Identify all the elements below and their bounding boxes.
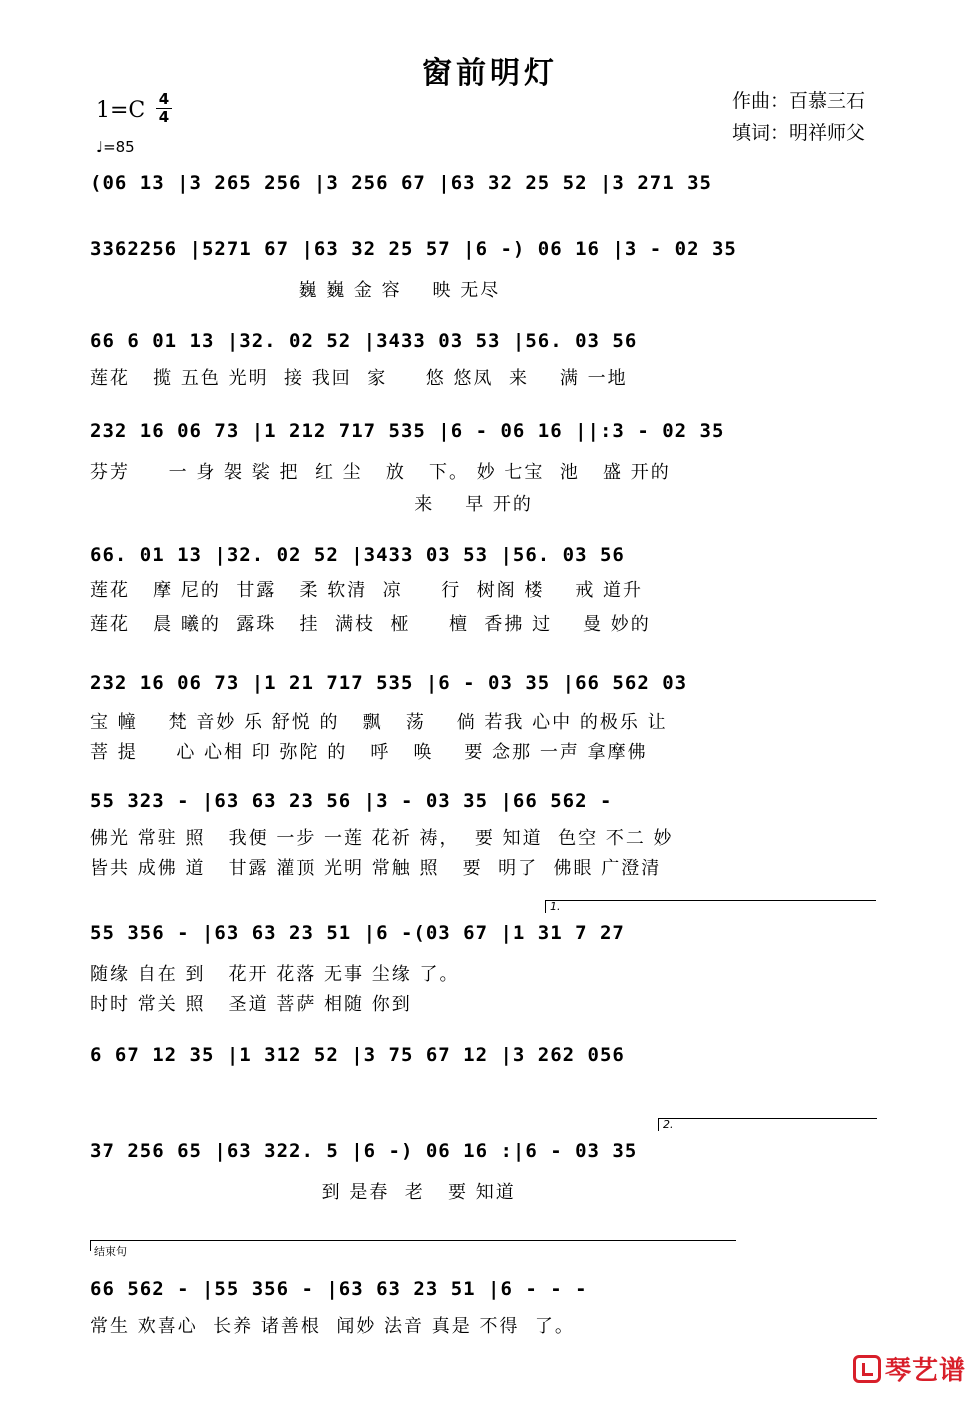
lyric-line: 莲花 晨 曦的 露珠 挂 满枝 桠 檀 香拂 过 曼 妙的 <box>90 614 651 635</box>
logo-text: 琴艺谱 <box>884 1356 966 1386</box>
lyric-line: 佛光 常驻 照 我便 一步 一莲 花祈 祷， 要 知道 色空 不二 妙 <box>90 828 674 849</box>
notation-line: 55 356 - |63 63 23 51 |6 -(03 67 |1 31 7 27 <box>90 922 638 944</box>
notation-line: 66 562 - |55 356 - |63 63 23 51 |6 - - - <box>90 1278 600 1300</box>
volta-2-bracket <box>658 1118 877 1131</box>
lyric-line: 皆共 成佛 道 甘露 灌顶 光明 常触 照 要 明了 佛眼 广澄清 <box>90 858 662 879</box>
lyric-line: 常生 欢喜心 长养 诸善根 闻妙 法音 真是 不得 了。 <box>90 1316 575 1337</box>
volta-2-label: 2. <box>663 1118 674 1131</box>
volta-1-bracket <box>545 900 876 913</box>
lyric-line: 莲花 揽 五色 光明 接 我回 家 悠 悠凤 来 满 一地 <box>90 368 628 389</box>
notation-line: 66 6 01 13 |32. 02 52 |3433 03 53 |56. 03 56 <box>90 330 650 352</box>
lyric-line: 巍 巍 金 容 映 无尽 <box>90 280 501 301</box>
tempo-marking: ♩=85 <box>96 138 135 156</box>
song-title: 窗前明灯 <box>422 56 558 91</box>
notation-line: 232 16 06 73 |1 212 717 535 |6 - 06 16 ||:3 - 02 35 <box>90 420 737 442</box>
composer-credit: 作曲：百慕三石 <box>732 90 866 112</box>
notation-line: 6 67 12 35 |1 312 52 |3 75 67 12 |3 262 056 <box>90 1044 638 1066</box>
time-signature <box>156 92 172 125</box>
ending-section-bracket <box>90 1240 736 1258</box>
lyric-line: 芬芳 一 身 袈 裟 把 红 尘 放 下。 妙 七宝 池 盛 开的 <box>90 462 671 483</box>
time-signature-top: 4 <box>158 90 170 108</box>
time-signature-bottom: 4 <box>158 108 170 126</box>
notation-line: 3362256 |5271 67 |63 32 25 57 |6 -) 06 16 |3 - 02 35 <box>90 238 750 260</box>
notation-line: 55 323 - |63 63 23 56 |3 - 03 35 |66 562 - <box>90 790 625 812</box>
lyric-line: 来 早 开的 <box>90 494 533 515</box>
lyricist-credit: 填词：明祥师父 <box>732 122 866 144</box>
key-signature: 1=C <box>96 98 146 123</box>
lyric-line: 到 是春 老 要 知道 <box>90 1182 516 1203</box>
notation-line: 232 16 06 73 |1 21 717 535 |6 - 03 35 |66 562 03 <box>90 672 700 694</box>
lyric-line: 菩 提 心 心相 印 弥陀 的 呼 唤 要 念那 一声 拿摩佛 <box>90 742 648 763</box>
lyric-line: 莲花 摩 尼的 甘露 柔 软清 凉 行 树阁 楼 戒 道升 <box>90 580 644 601</box>
notation-line: 37 256 65 |63 322. 5 |6 -) 06 16 :|6 - 03 35 <box>90 1140 650 1162</box>
site-logo <box>853 1350 966 1387</box>
lyric-line: 时时 常关 照 圣道 菩萨 相随 你到 <box>90 994 412 1015</box>
lyric-line: 宝 幢 梵 音妙 乐 舒悦 的 飘 荡 倘 若我 心中 的极乐 让 <box>90 712 668 733</box>
logo-icon <box>853 1355 881 1383</box>
notation-line: (06 13 |3 265 256 |3 256 67 |63 32 25 52 |3 271 35 <box>90 172 725 194</box>
volta-1-label: 1. <box>550 900 561 913</box>
lyric-line: 随缘 自在 到 花开 花落 无事 尘缘 了。 <box>90 964 460 985</box>
notation-line: 66. 01 13 |32. 02 52 |3433 03 53 |56. 03 56 <box>90 544 638 566</box>
ending-label: 结束句 <box>94 1245 127 1258</box>
